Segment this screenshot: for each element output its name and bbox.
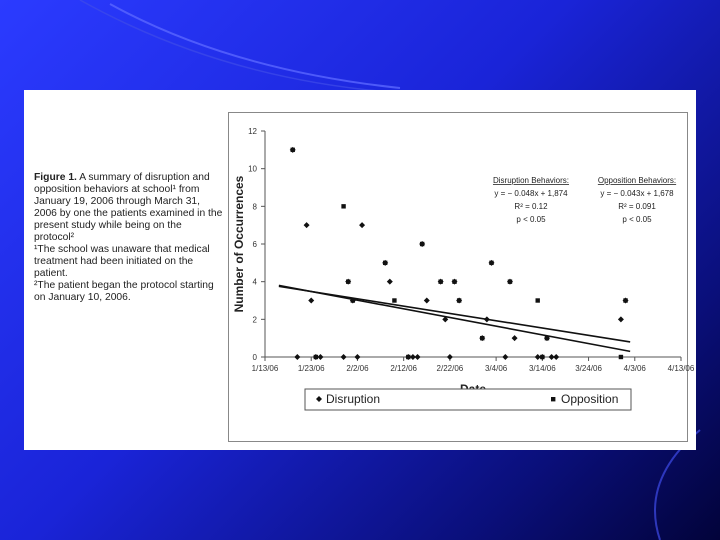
disruption-point: [354, 354, 360, 360]
y-tick-label: 6: [252, 240, 257, 249]
opposition-point: [480, 336, 484, 340]
x-tick-label: 4/3/06: [623, 364, 646, 373]
opposition-point: [540, 355, 544, 359]
disruption-point: [424, 298, 430, 304]
legend-label-disruption: Disruption: [326, 392, 381, 406]
opposition-point: [545, 336, 549, 340]
caption-note-2: ²The patient began the protocol starting on January 10, 2006.: [34, 280, 214, 303]
x-tick-label: 3/24/06: [575, 364, 602, 373]
disruption-point: [317, 354, 323, 360]
x-tick-label: 2/12/06: [390, 364, 418, 373]
x-tick-label: 1/13/06: [251, 364, 279, 373]
opposition-point: [406, 355, 410, 359]
x-tick-label: 1/23/06: [297, 364, 325, 373]
y-tick-label: 10: [248, 164, 257, 174]
x-tick-label: 3/14/06: [528, 364, 556, 373]
caption-text: A summary of disruption and opposition behaviors at school¹ from January 19, 2006 through March 31, 2006 by one the patients examined in the present study while being on the protocol²: [34, 172, 223, 243]
opposition-point: [392, 298, 396, 302]
disruption-point: [387, 279, 393, 285]
x-tick-label: 4/13/06: [667, 364, 695, 373]
annotation-r2: R² = 0.091: [618, 202, 656, 211]
opposition-point: [341, 204, 345, 208]
disruption-point: [447, 354, 453, 360]
disruption-point: [304, 222, 310, 228]
opposition-point: [291, 148, 295, 152]
disruption-point: [484, 316, 490, 322]
opposition-point: [438, 279, 442, 283]
opposition-point: [351, 298, 355, 302]
annotation-equation: y = − 0.043x + 1,678: [600, 189, 674, 198]
opposition-point: [508, 279, 512, 283]
y-tick-label: 4: [252, 277, 257, 287]
annotation-p: p < 0.05: [516, 215, 546, 224]
disruption-point: [341, 354, 347, 360]
opposition-point: [489, 261, 493, 265]
y-tick-label: 0: [252, 353, 257, 362]
trendline-2: [279, 286, 630, 342]
opposition-point: [619, 355, 623, 359]
x-tick-label: 2/22/06: [436, 364, 464, 373]
disruption-point: [502, 354, 508, 360]
annotation-equation: y = − 0.048x + 1,874: [494, 189, 568, 198]
opposition-point: [452, 279, 456, 283]
disruption-point: [308, 298, 314, 304]
disruption-point: [415, 354, 421, 360]
scatter-chart: [229, 113, 695, 441]
annotation-p: p < 0.05: [622, 215, 652, 224]
opposition-point: [314, 355, 318, 359]
legend-marker-opposition: [551, 397, 555, 401]
annotation-r2: R² = 0.12: [514, 202, 548, 211]
opposition-point: [346, 279, 350, 283]
figure-caption: [34, 172, 224, 304]
annotation-title: Opposition Behaviors:: [597, 176, 677, 185]
opposition-point: [457, 298, 461, 302]
opposition-point: [420, 242, 424, 246]
opposition-point: [383, 261, 387, 265]
x-tick-label: 2/2/06: [346, 364, 369, 373]
chart-frame: [228, 112, 695, 442]
disruption-point: [553, 354, 559, 360]
x-tick-label: 3/4/06: [484, 364, 508, 373]
figure-panel: [24, 90, 696, 450]
disruption-point: [294, 354, 300, 360]
opposition-point: [623, 298, 627, 302]
disruption-point: [512, 335, 518, 341]
caption-label: Figure 1.: [34, 172, 77, 183]
y-tick-label: 12: [248, 127, 257, 136]
disruption-point: [618, 316, 624, 322]
y-tick-label: 8: [252, 202, 257, 212]
caption-note-1: ¹The school was unaware that medical treatment had been initiated on the patient.: [34, 244, 210, 279]
legend-label-opposition: Opposition: [561, 392, 619, 406]
opposition-point: [536, 298, 540, 302]
y-axis-title: Number of Occurrences: [232, 175, 246, 313]
annotation-title: Disruption Behaviors:: [492, 176, 570, 185]
y-tick-label: 2: [252, 315, 257, 325]
disruption-point: [359, 222, 365, 228]
